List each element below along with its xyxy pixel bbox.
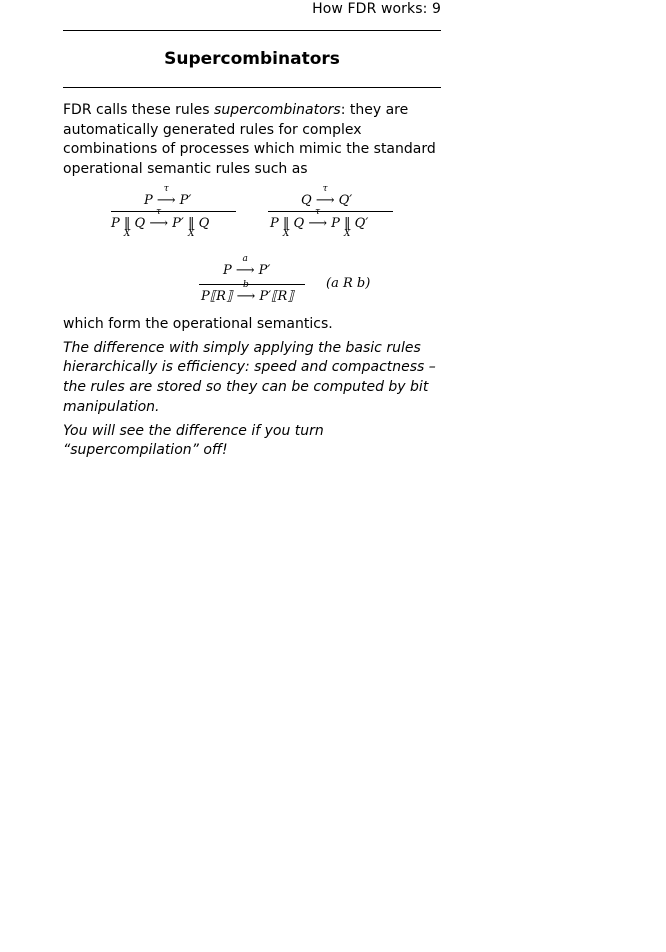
parallel-operator: ‖ X [187, 216, 195, 239]
rule-3 [199, 254, 309, 312]
rule-2 [268, 184, 396, 250]
paragraph-supercompilation: You will see the difference if you turn “supercompilation” off! [63, 422, 324, 459]
side-condition: (a R b) [326, 276, 371, 291]
intro-emphasis: supercombinators [214, 102, 341, 118]
intro-text-1: FDR calls these rules [63, 102, 215, 118]
rule-3-conclusion: P⟦R⟧ b ⟶ P′⟦R⟧ [201, 280, 294, 304]
rule-1-premise: P τ ⟶ P′ [144, 184, 192, 208]
transition-arrow: τ ⟶ [315, 184, 335, 208]
transition-arrow: a ⟶ [235, 254, 255, 278]
transition-arrow: b ⟶ [236, 280, 256, 304]
rule-1 [111, 184, 239, 250]
section-title: Supercombinators [164, 49, 340, 69]
parallel-operator: ‖ X [282, 216, 290, 239]
closing-paragraphs [63, 315, 441, 465]
rule-3-premise: P a ⟶ P′ [223, 254, 271, 278]
rule-2-conclusion: P ‖ X Q τ ⟶ P ‖ X Q′ [270, 207, 369, 239]
top-rule [63, 30, 441, 31]
transition-arrow: τ ⟶ [156, 184, 176, 208]
paragraph-efficiency: The difference with simply applying the basic rules hierarchically is efficiency: speed and compactness – the rules are stored so they can be computed by bit manipulation. [63, 339, 436, 415]
transition-arrow: τ ⟶ [308, 207, 327, 231]
paragraph-semantics: which form the operational semantics. [63, 316, 333, 332]
parallel-operator: ‖ X [123, 216, 131, 239]
intro-text-2: : they are automatically generated rules for complex combinations of processes which mimic the standard operational semantic rules such as [63, 102, 436, 178]
running-head: How FDR works: 9 [312, 1, 441, 17]
transition-arrow: τ ⟶ [149, 207, 168, 231]
rule-1-conclusion: P ‖ X Q τ ⟶ P′ ‖ X Q [111, 207, 210, 239]
parallel-operator: ‖ X [344, 216, 351, 239]
rule-2-premise: Q τ ⟶ Q′ [301, 184, 353, 208]
bottom-rule [63, 87, 441, 88]
intro-paragraph [63, 101, 441, 180]
